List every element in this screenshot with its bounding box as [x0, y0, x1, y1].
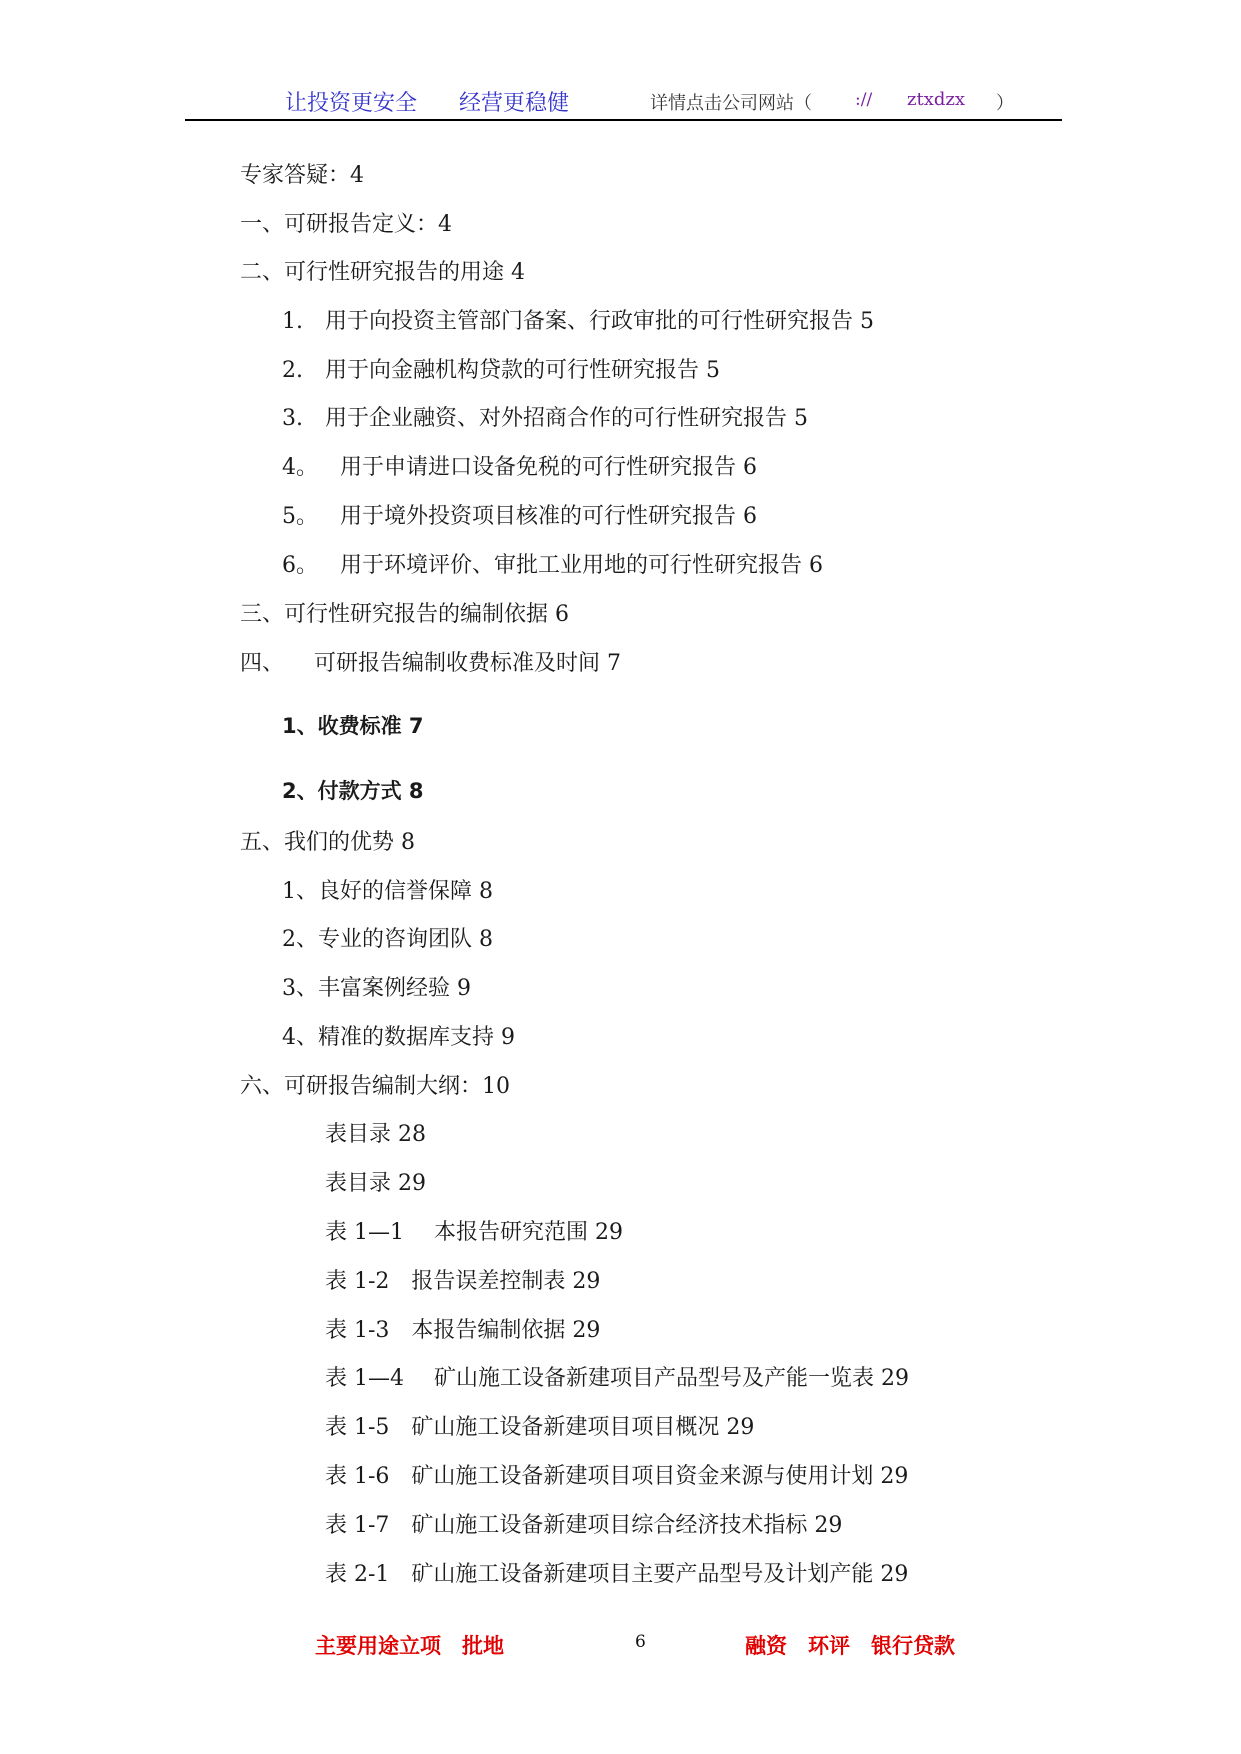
toc-entry-text: 用于境外投资项目核准的可行性研究报告 6: [340, 504, 757, 529]
toc-entry-text: 二、可行性研究报告的用途 4: [240, 260, 525, 285]
toc-entry[interactable]: [240, 600, 569, 630]
toc-entry[interactable]: [282, 502, 757, 532]
header-website-link[interactable]: ztxdzx: [907, 89, 966, 110]
toc-entry[interactable]: [325, 1413, 754, 1443]
toc-entry-text: 1、收费标准 7: [282, 714, 424, 738]
toc-entry[interactable]: [282, 404, 808, 434]
toc-entry[interactable]: [282, 551, 823, 581]
toc-entry-text: 3、丰富案例经验 9: [282, 976, 471, 1001]
footer-uses-left: 主要用途立项 批地: [315, 1634, 504, 1658]
toc-entry-number: 表 1-2: [325, 1269, 390, 1294]
toc-entry[interactable]: [282, 711, 424, 741]
toc-entry[interactable]: [282, 1023, 515, 1053]
header-website-close: ）: [996, 93, 1014, 114]
toc-entry[interactable]: [282, 925, 493, 955]
toc-entry-text: 矿山施工设备新建项目综合经济技术指标 29: [411, 1513, 843, 1538]
toc-entry[interactable]: [325, 1462, 908, 1492]
toc-entry[interactable]: [282, 307, 874, 337]
header-website-protocol: ://: [855, 90, 873, 110]
toc-entry[interactable]: [325, 1316, 600, 1346]
toc-entry-text: 用于向金融机构贷款的可行性研究报告 5: [325, 358, 720, 383]
header-slogan-stable: 经营更稳健: [459, 91, 570, 116]
toc-entry-number: 表 1-3: [325, 1318, 390, 1343]
toc-entry-text: 用于企业融资、对外招商合作的可行性研究报告 5: [325, 406, 808, 431]
toc-entry-text: 矿山施工设备新建项目项目概况 29: [411, 1415, 755, 1440]
header-website-label: 详情点击公司网站（: [650, 93, 812, 114]
toc-entry-text: 2、专业的咨询团队 8: [282, 927, 493, 952]
toc-entry-text: 一、可研报告定义：4: [240, 212, 452, 237]
toc-entry-number: 4。: [282, 455, 318, 480]
toc-entry[interactable]: [282, 776, 424, 806]
toc-entry[interactable]: [325, 1364, 909, 1394]
toc-entry-text: 可研报告编制收费标准及时间 7: [314, 651, 622, 676]
toc-entry-number: 表 1—1: [325, 1220, 404, 1245]
toc-entry-text: 矿山施工设备新建项目项目资金来源与使用计划 29: [411, 1464, 909, 1489]
toc-entry-text: 2、付款方式 8: [282, 779, 424, 803]
page-footer: [0, 1630, 1241, 1664]
toc-entry[interactable]: [240, 210, 452, 240]
toc-entry-number: 6。: [282, 553, 318, 578]
toc-entry[interactable]: [325, 1560, 908, 1590]
toc-entry[interactable]: [240, 649, 621, 679]
toc-entry-number: 3.: [282, 406, 303, 431]
toc-entry-text: 表目录 28: [325, 1122, 426, 1147]
toc-entry[interactable]: [240, 828, 415, 858]
toc-entry-text: 矿山施工设备新建项目主要产品型号及计划产能 29: [411, 1562, 909, 1587]
toc-entry[interactable]: [282, 877, 493, 907]
toc-entry-text: 表目录 29: [325, 1171, 426, 1196]
toc-entry[interactable]: [325, 1169, 426, 1199]
toc-entry-number: 四、: [240, 651, 285, 676]
toc-entry-number: 表 1-6: [325, 1464, 390, 1489]
page-number: 6: [635, 1632, 646, 1652]
header-slogan-safety: 让投资更安全: [285, 91, 418, 116]
toc-entry-number: 5。: [282, 504, 318, 529]
toc-entry-text: 六、可研报告编制大纲：10: [240, 1074, 510, 1099]
toc-entry-text: 用于申请进口设备免税的可行性研究报告 6: [340, 455, 757, 480]
toc-entry[interactable]: [325, 1267, 600, 1297]
toc-entry-text: 1、良好的信誉保障 8: [282, 879, 493, 904]
toc-entry[interactable]: [240, 1072, 510, 1102]
toc-entry[interactable]: [325, 1120, 426, 1150]
toc-entry-text: 专家答疑：4: [240, 163, 364, 188]
toc-entry-text: 用于环境评价、审批工业用地的可行性研究报告 6: [340, 553, 823, 578]
toc-entry-text: 用于向投资主管部门备案、行政审批的可行性研究报告 5: [325, 309, 874, 334]
toc-entry[interactable]: [240, 258, 525, 288]
toc-entry-text: 矿山施工设备新建项目产品型号及产能一览表 29: [434, 1366, 909, 1391]
toc-entry-text: 4、精准的数据库支持 9: [282, 1025, 515, 1050]
toc-entry-text: 报告误差控制表 29: [411, 1269, 601, 1294]
toc-entry[interactable]: [282, 356, 720, 386]
toc-entry-text: 五、我们的优势 8: [240, 830, 415, 855]
toc-entry-number: 1.: [282, 309, 303, 334]
toc-entry[interactable]: [325, 1218, 623, 1248]
toc-entry-number: 表 1—4: [325, 1366, 404, 1391]
toc-entry-number: 表 1-7: [325, 1513, 390, 1538]
toc-entry[interactable]: [240, 161, 364, 191]
footer-uses-right: 融资 环评 银行贷款: [745, 1634, 955, 1658]
toc-entry[interactable]: [282, 974, 471, 1004]
toc-entry-number: 表 2-1: [325, 1562, 390, 1587]
toc-entry-text: 本报告编制依据 29: [411, 1318, 601, 1343]
toc-entry-text: 本报告研究范围 29: [434, 1220, 623, 1245]
toc-entry-number: 表 1-5: [325, 1415, 390, 1440]
toc-entry-number: 2.: [282, 358, 303, 383]
toc-entry[interactable]: [282, 453, 757, 483]
toc-entry-text: 三、可行性研究报告的编制依据 6: [240, 602, 569, 627]
toc-entry[interactable]: [325, 1511, 842, 1541]
